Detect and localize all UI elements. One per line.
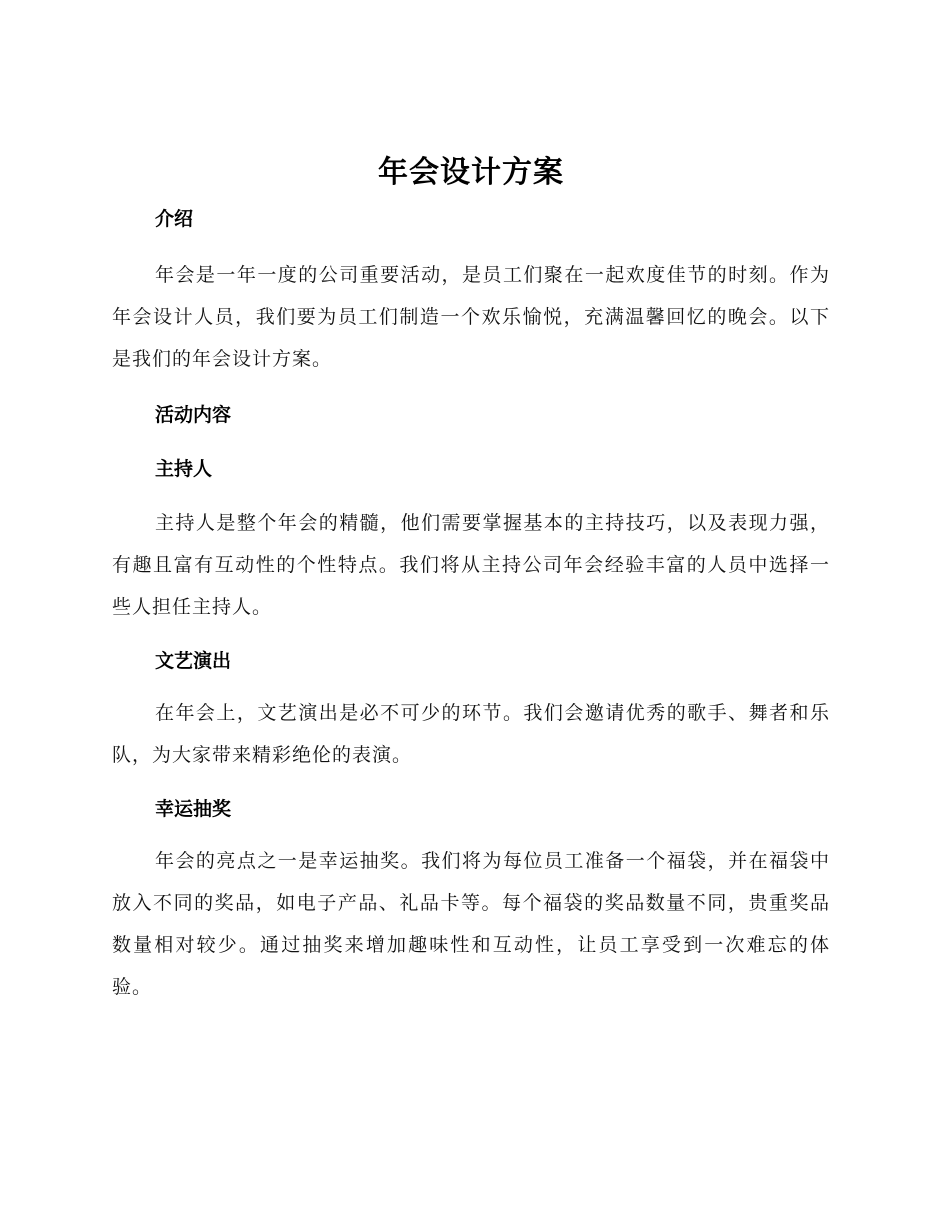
document-body [112,150,830,1008]
paragraph-intro: 年会是一年一度的公司重要活动，是员工们聚在一起欢度佳节的时刻。作为年会设计人员，我们要为员工们制造一个欢乐愉悦，充满温馨回忆的晚会。以下是我们的年会设计方案。 [112,264,830,370]
paragraph-host: 主持人是整个年会的精髓，他们需要掌握基本的主持技巧，以及表现力强，有趣且富有互动性的个性特点。我们将从主持公司年会经验丰富的人员中选择一些人担任主持人。 [112,512,830,618]
paragraph-performance: 在年会上，文艺演出是必不可少的环节。我们会邀请优秀的歌手、舞者和乐队，为大家带来精彩绝伦的表演。 [112,702,830,766]
heading-performance: 文艺演出 [155,650,232,672]
heading-host: 主持人 [155,458,213,480]
heading-intro: 介绍 [155,208,194,230]
paragraph-lottery: 年会的亮点之一是幸运抽奖。我们将为每位员工准备一个福袋，并在福袋中放入不同的奖品，如电子产品、礼品卡等。每个福袋的奖品数量不同，贵重奖品数量相对较少。通过抽奖来增加趣味性和互动性，让员工享受到一次难忘的体验。 [112,850,830,998]
heading-activities: 活动内容 [155,404,232,426]
heading-lottery: 幸运抽奖 [155,798,232,820]
document-title: 年会设计方案 [378,155,564,190]
